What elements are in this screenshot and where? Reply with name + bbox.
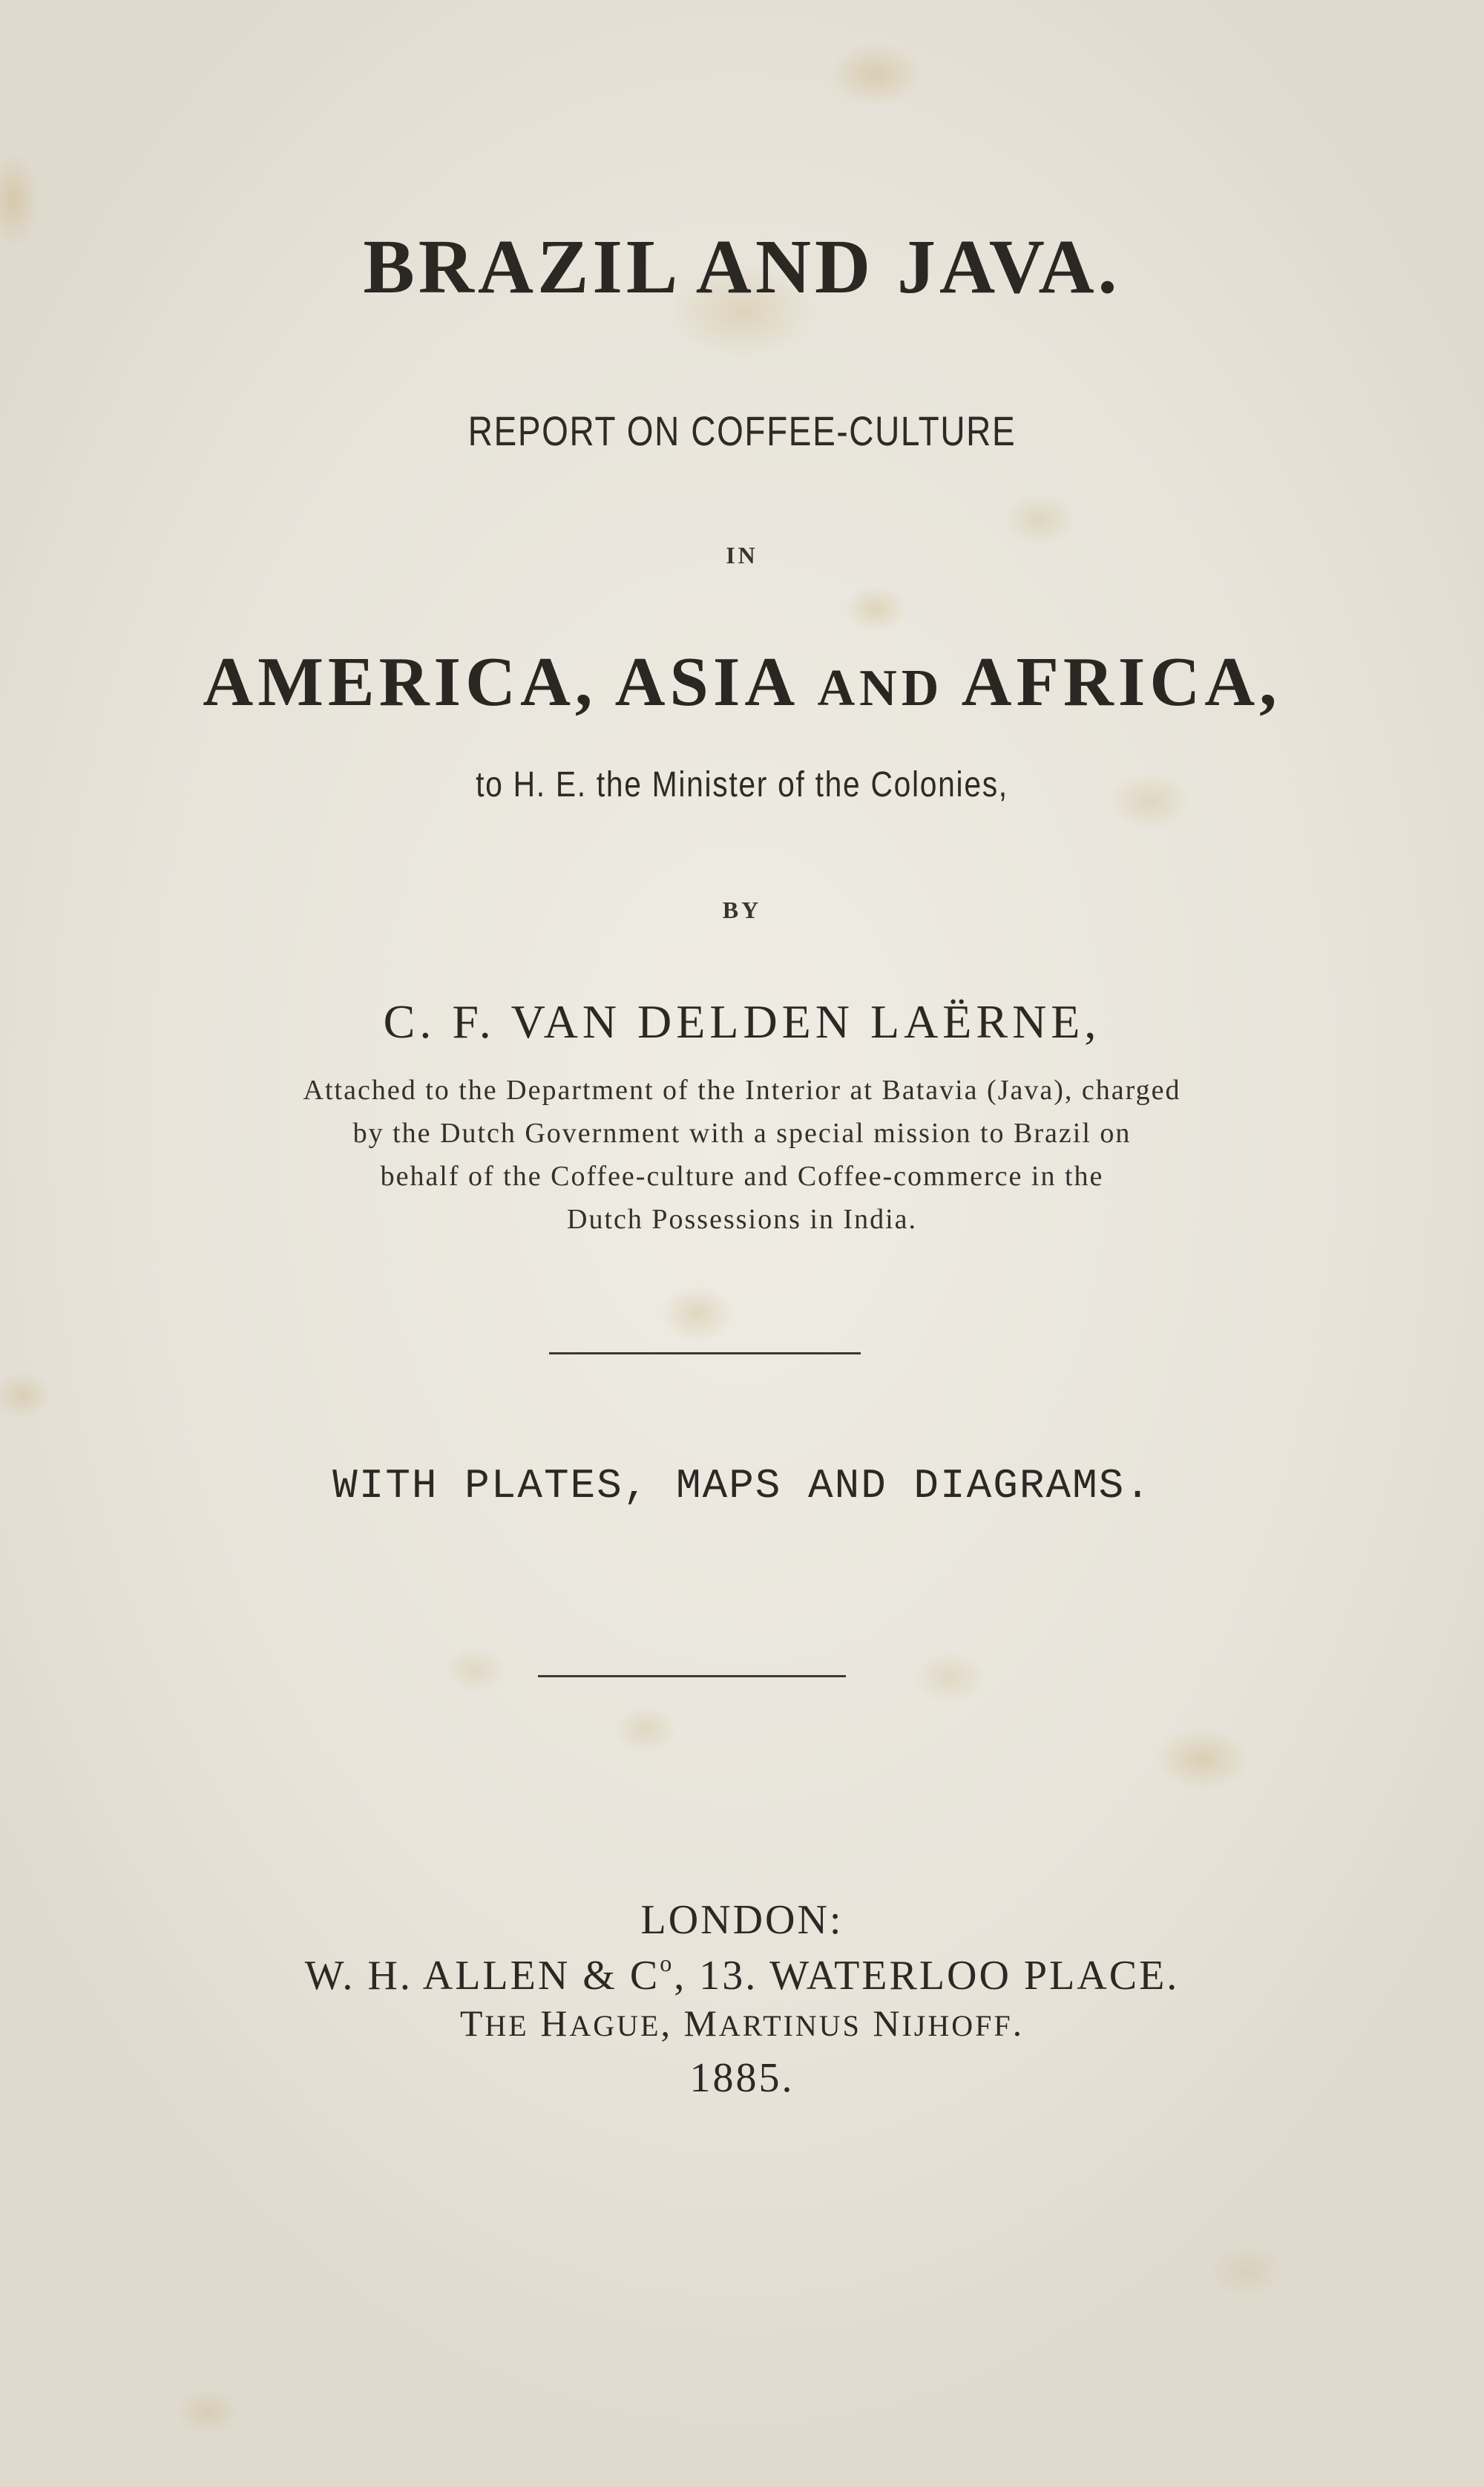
hague-smallcap: ARTINUS (718, 2009, 861, 2042)
hague-smallcap: IJHOFF (902, 2009, 1013, 2042)
imprint-publisher (0, 1950, 1484, 1999)
book-subtitle: REPORT ON COFFEE-CULTURE (467, 407, 1017, 454)
hague-smallcap: HE (485, 2009, 529, 2042)
affiliation-line: Dutch Possessions in India. (567, 1204, 917, 1235)
connector-in: IN (726, 542, 758, 568)
affiliation-line: by the Dutch Government with a special mission to Brazil on (352, 1118, 1132, 1149)
affiliation-line: Attached to the Department of the Interior at Batavia (Java), charged (303, 1075, 1181, 1106)
divider-rule (549, 1352, 861, 1354)
divider-rule (538, 1675, 846, 1677)
publisher-address: , 13. WATERLOO PLACE. (674, 1953, 1180, 1999)
publisher-text: W. H. ALLEN & C (304, 1953, 660, 1999)
imprint-year: 1885. (689, 2055, 795, 2101)
hague-smallcap: AGUE (569, 2009, 661, 2042)
hague-cap: , M (660, 2002, 719, 2044)
connector-by: BY (722, 897, 762, 923)
hague-cap: . (1012, 2002, 1025, 2044)
affiliation-line: behalf of the Coffee-culture and Coffee-commerce in the (380, 1161, 1104, 1192)
imprint-city: LONDON: (640, 1897, 844, 1943)
continents-part-1: AMERICA, ASIA (203, 643, 796, 721)
continents-heading (0, 642, 1484, 722)
continents-and: AND (817, 660, 944, 717)
continents-part-2: AFRICA, (961, 643, 1281, 721)
hague-cap: H (528, 2002, 570, 2044)
author-affiliation (0, 1069, 1484, 1241)
addressee-line: to H. E. the Minister of the Colonies, (476, 765, 1008, 805)
book-title: BRAZIL AND JAVA. (363, 224, 1121, 309)
hague-cap: N (861, 2002, 902, 2044)
publisher-superscript: o (660, 1950, 674, 1976)
hague-cap: T (459, 2002, 485, 2044)
imprint-hague (0, 2002, 1484, 2045)
plates-line: WITH PLATES, MAPS AND DIAGRAMS. (332, 1462, 1152, 1510)
author-name: C. F. VAN DELDEN LAËRNE, (383, 995, 1101, 1048)
